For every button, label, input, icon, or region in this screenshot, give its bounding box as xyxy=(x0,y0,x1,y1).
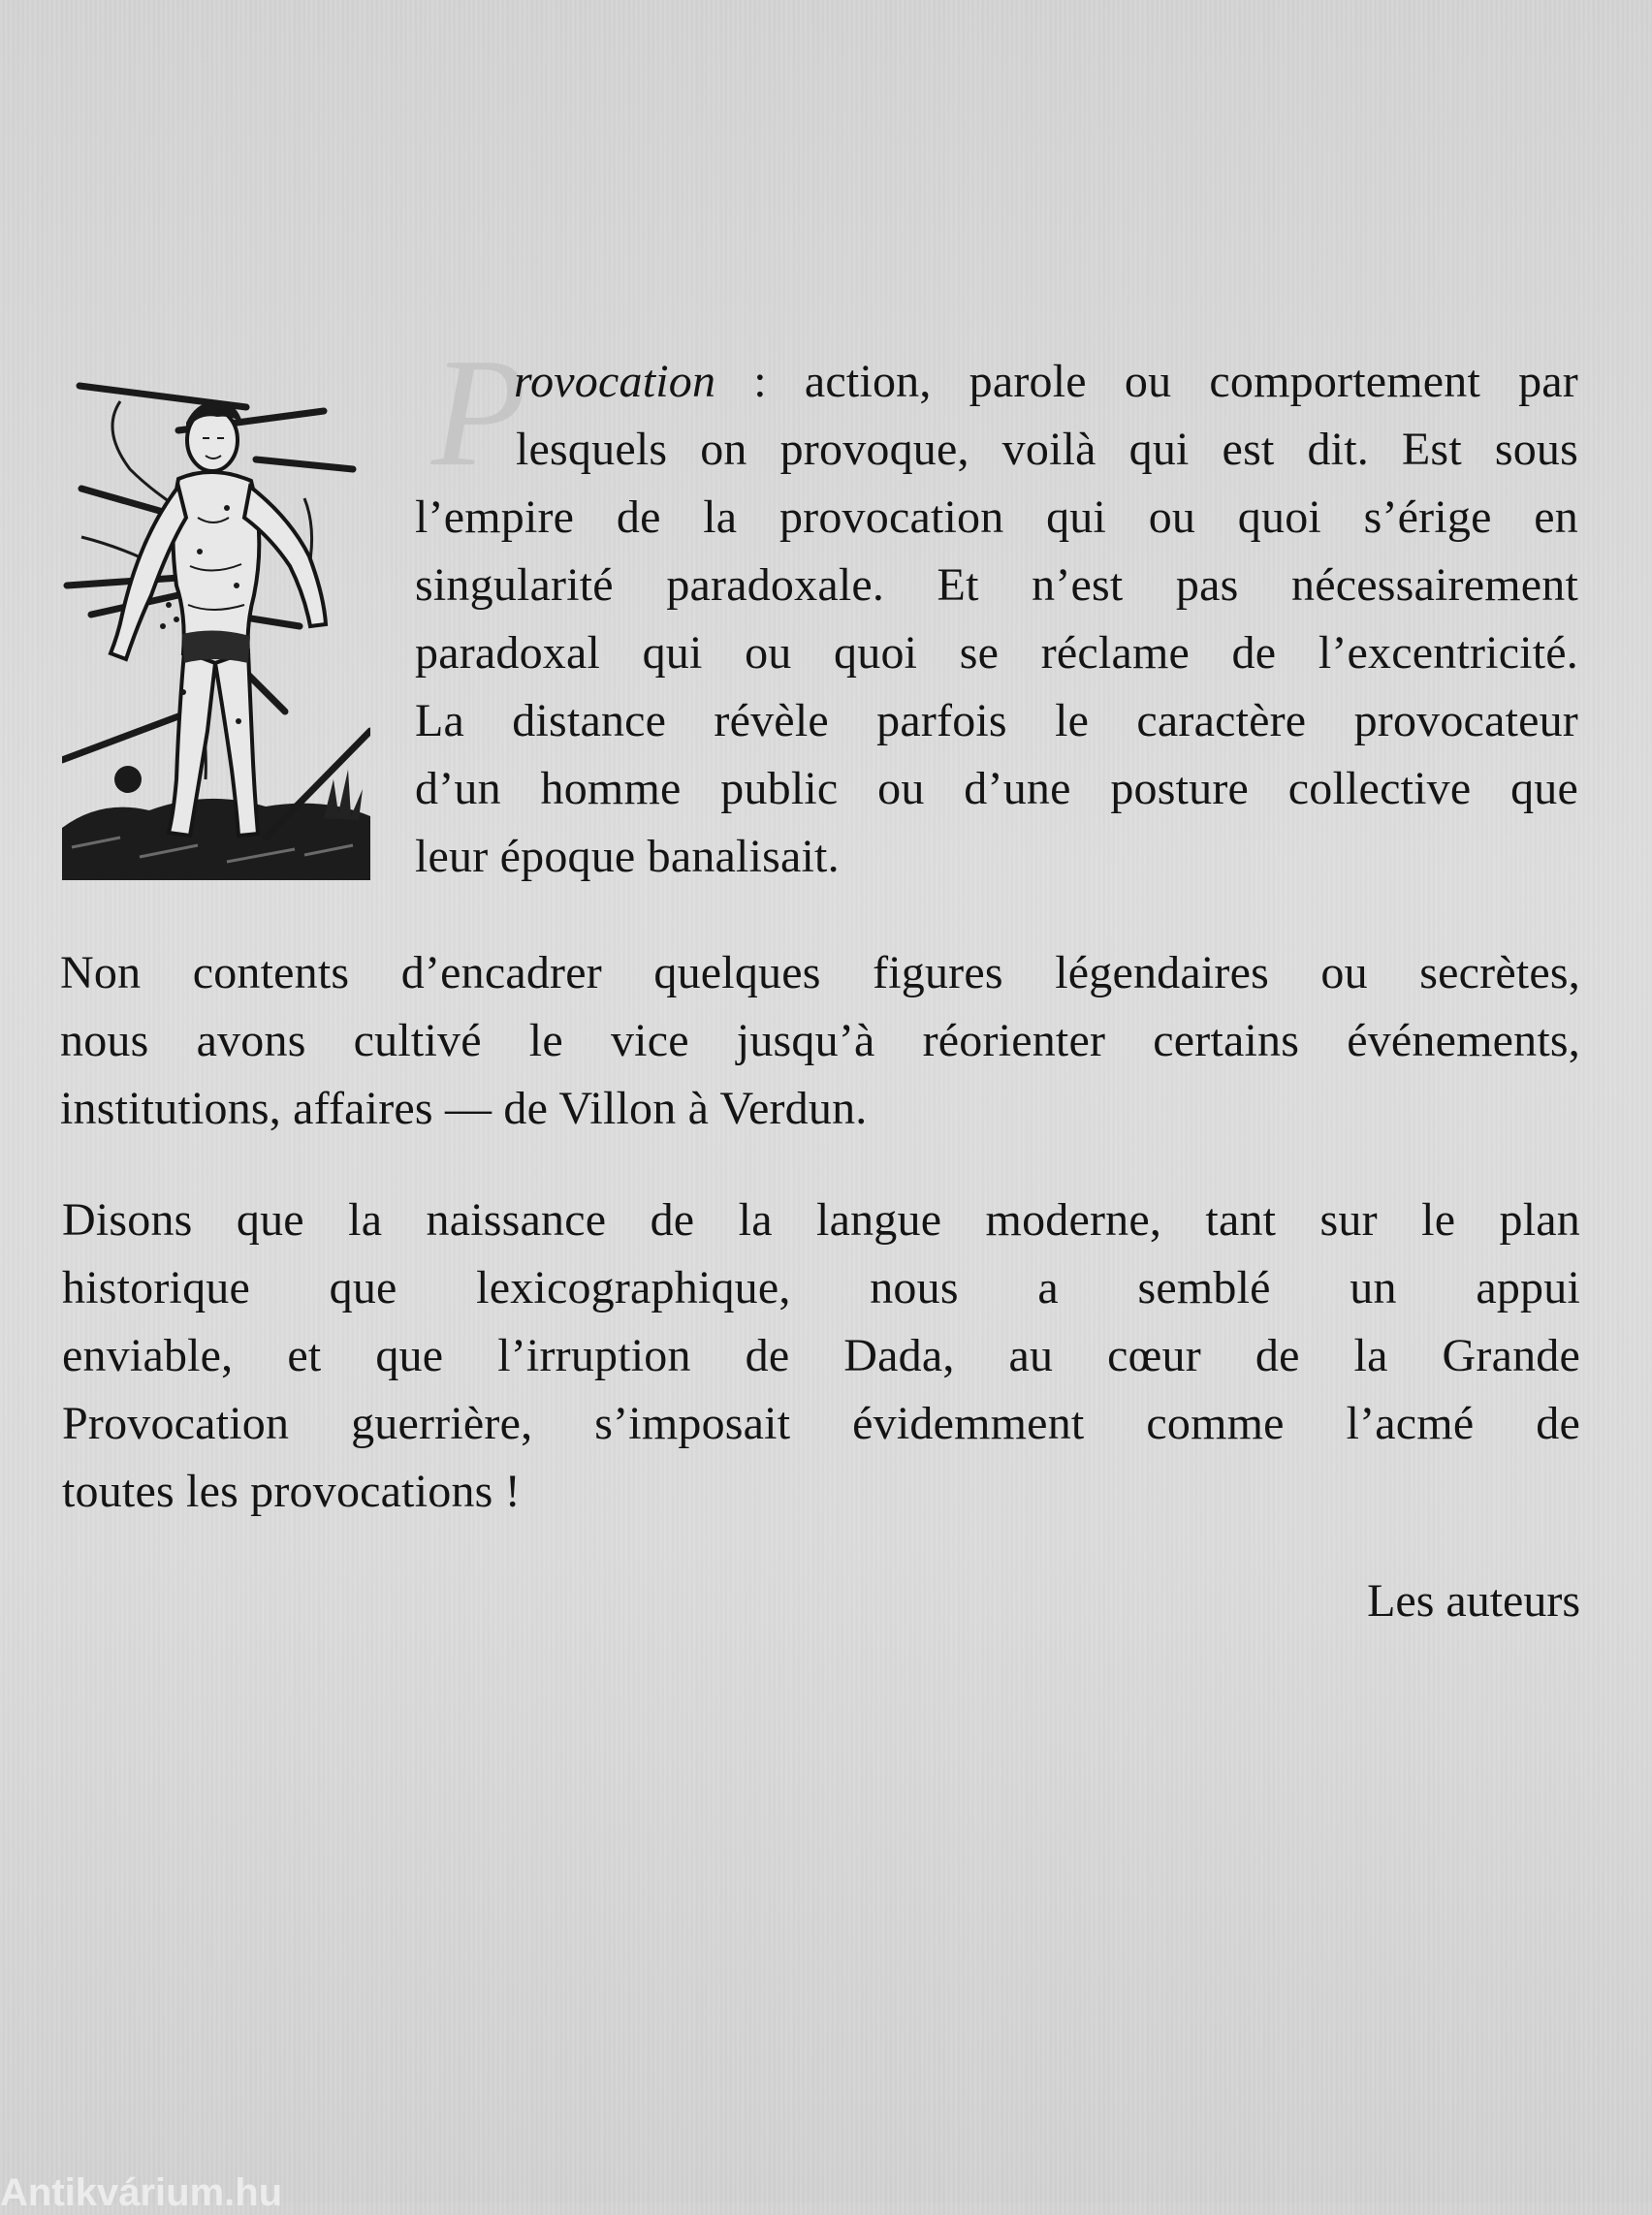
wound-man-woodcut-icon xyxy=(62,372,370,880)
paragraph-3-line-5: toutes les provocations ! xyxy=(62,1466,521,1517)
intro-line-7: d’un homme public ou d’une posture collective que xyxy=(415,763,1578,814)
watermark: Antikvárium.hu xyxy=(0,2171,283,2214)
paragraph-2-line-1: Non contents d’encadrer quelques figures légendaires ou secrètes, xyxy=(60,947,1580,998)
paragraph-3-line-3: enviable, et que l’irruption de Dada, au cœur de la Grande xyxy=(62,1330,1580,1381)
intro-first-line-rest: : action, parole ou comportement par xyxy=(715,356,1578,407)
intro-line-4: singularité paradoxale. Et n’est pas nécessairement xyxy=(415,559,1578,611)
drop-cap-letter: P xyxy=(431,326,526,498)
paragraph-2-line-3: institutions, affaires — de Villon à Verdun. xyxy=(60,1083,868,1134)
intro-line-6: La distance révèle parfois le caractère provocateur xyxy=(415,695,1578,746)
paragraph-3-line-2: historique que lexicographique, nous a semblé un appui xyxy=(62,1262,1580,1313)
signature: Les auteurs xyxy=(1367,1575,1580,1627)
intro-line-3: l’empire de la provocation qui ou quoi s’érige en xyxy=(415,491,1578,543)
intro-line-5: paradoxal qui ou quoi se réclame de l’excentricité. xyxy=(415,627,1578,679)
paragraph-3-line-1: Disons que la naissance de la langue moderne, tant sur le plan xyxy=(62,1194,1580,1246)
intro-line-8: leur époque banalisait. xyxy=(415,831,840,882)
paragraph-2-line-2: nous avons cultivé le vice jusqu’à réorienter certains événements, xyxy=(60,1015,1580,1066)
intro-term: rovocation xyxy=(514,356,716,407)
paragraph-3-line-4: Provocation guerrière, s’imposait évidemment comme l’acmé de xyxy=(62,1398,1580,1449)
intro-first-line xyxy=(514,356,1578,407)
intro-line-2: lesquels on provoque, voilà qui est dit. Est sous xyxy=(516,424,1578,475)
